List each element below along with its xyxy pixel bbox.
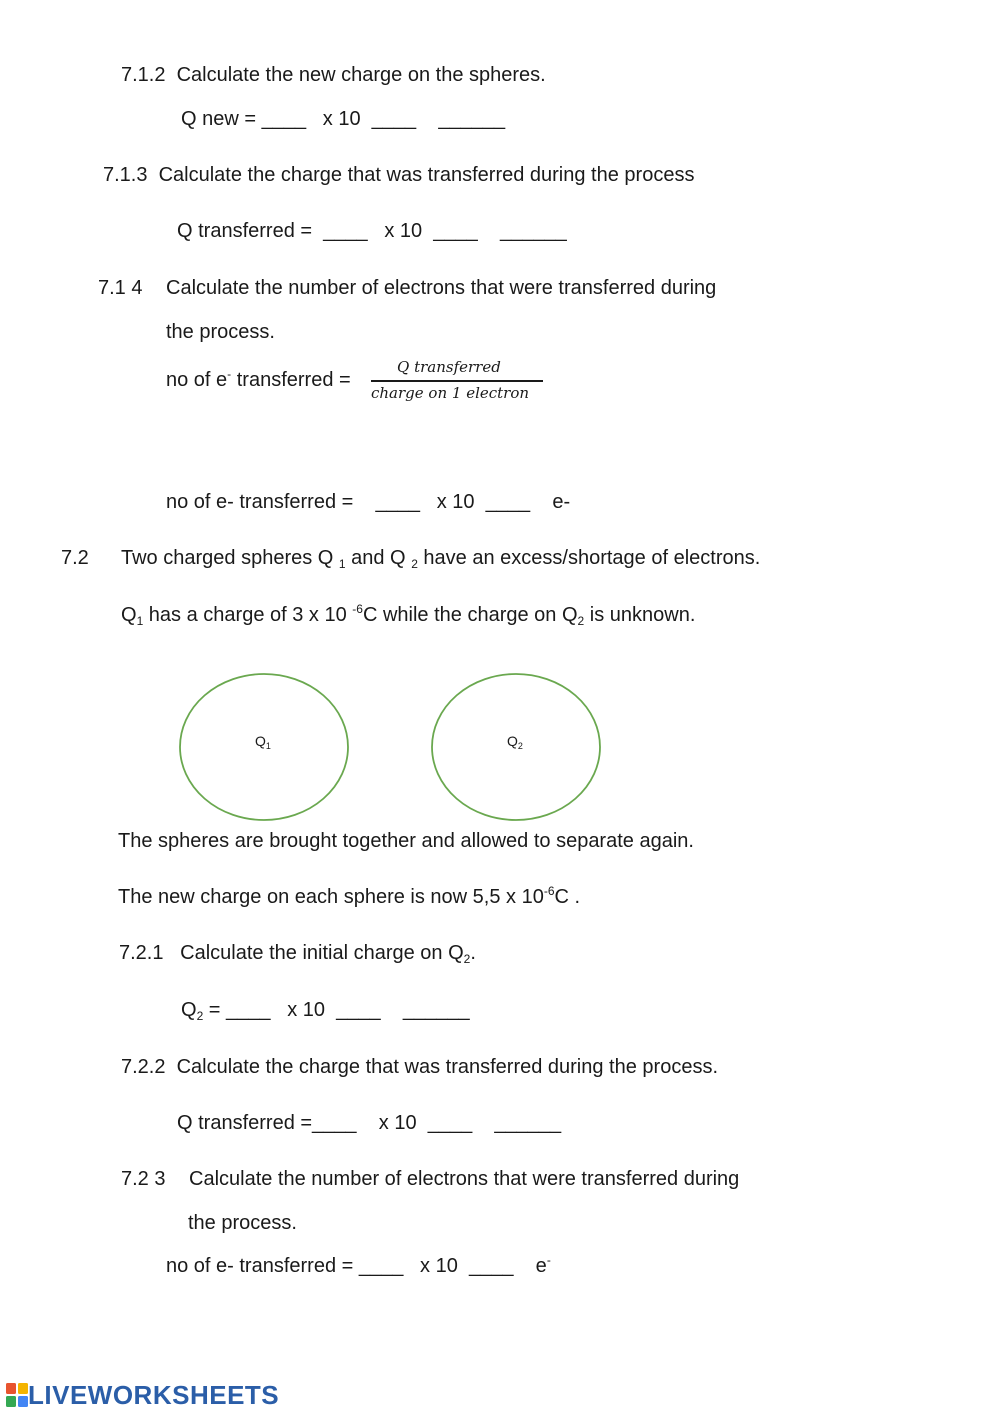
q723-heading: Calculate the number of electrons that were transferred during xyxy=(189,1168,740,1190)
liveworksheets-logo-icon xyxy=(6,1383,28,1407)
q72-new-charge-text: The new charge on each sphere is now 5,5 x $10^{-6}C$ . xyxy=(118,884,581,908)
q713-heading: 7.1.3 Calculate the charge that was transferred during the process xyxy=(103,164,695,186)
q712-heading: 7.1.2 Calculate the new charge on the spheres. xyxy=(121,64,546,86)
q714-answer-line[interactable]: no of e- transferred = ____ x 10 ____ e- xyxy=(166,491,571,513)
q722-heading: 7.2.2 Calculate the charge that was transferred during the process. xyxy=(121,1056,719,1078)
q714-number: 7.1 4 xyxy=(98,277,143,299)
q714-heading-cont: the process. xyxy=(166,321,275,343)
fraction-denominator: charge on 1 electron xyxy=(371,384,530,402)
q72-charge-info: $Q_1$ has a charge of 3 x 10 $^{-6}$C while the charge on $Q_2$ is unknown. xyxy=(121,602,696,628)
q721-answer-line[interactable]: $Q_2$ = ____ x 10 ____ ______ xyxy=(181,999,470,1023)
sphere-q2-label: $Q_2$ xyxy=(507,733,523,751)
liveworksheets-logo-text: LIVEWORKSHEETS xyxy=(28,1379,280,1410)
q714-formula-lhs: no of e- transferred = xyxy=(166,367,351,391)
fraction-bar xyxy=(371,380,543,382)
spheres-diagram xyxy=(170,665,610,830)
liveworksheets-logo[interactable] xyxy=(6,1380,279,1410)
q712-answer-line[interactable]: Q new = ____ x 10 ____ ______ xyxy=(181,108,506,130)
q72-intro: Two charged spheres Q $_1$ and Q $_2$ have an excess/shortage of electrons. xyxy=(121,547,761,571)
q72-together-text: The spheres are brought together and allowed to separate again. xyxy=(118,830,694,852)
q723-answer-line[interactable]: no of e- transferred = ____ x 10 ____ e- xyxy=(166,1253,551,1277)
q722-answer-line[interactable]: Q transferred =____ x 10 ____ ______ xyxy=(177,1112,562,1134)
sphere-q1-label: $Q_1$ xyxy=(255,733,271,751)
q723-heading-cont: the process. xyxy=(188,1212,297,1234)
q721-heading: 7.2.1 Calculate the initial charge on $Q_2$. xyxy=(119,942,476,966)
q713-answer-line[interactable]: Q transferred = ____ x 10 ____ ______ xyxy=(177,220,567,242)
fraction-numerator: Q transferred xyxy=(397,358,501,376)
q723-number: 7.2 3 xyxy=(121,1168,166,1190)
q714-fraction xyxy=(371,358,543,406)
q714-heading: Calculate the number of electrons that were transferred during xyxy=(166,277,717,299)
q72-number: 7.2 xyxy=(61,547,89,569)
